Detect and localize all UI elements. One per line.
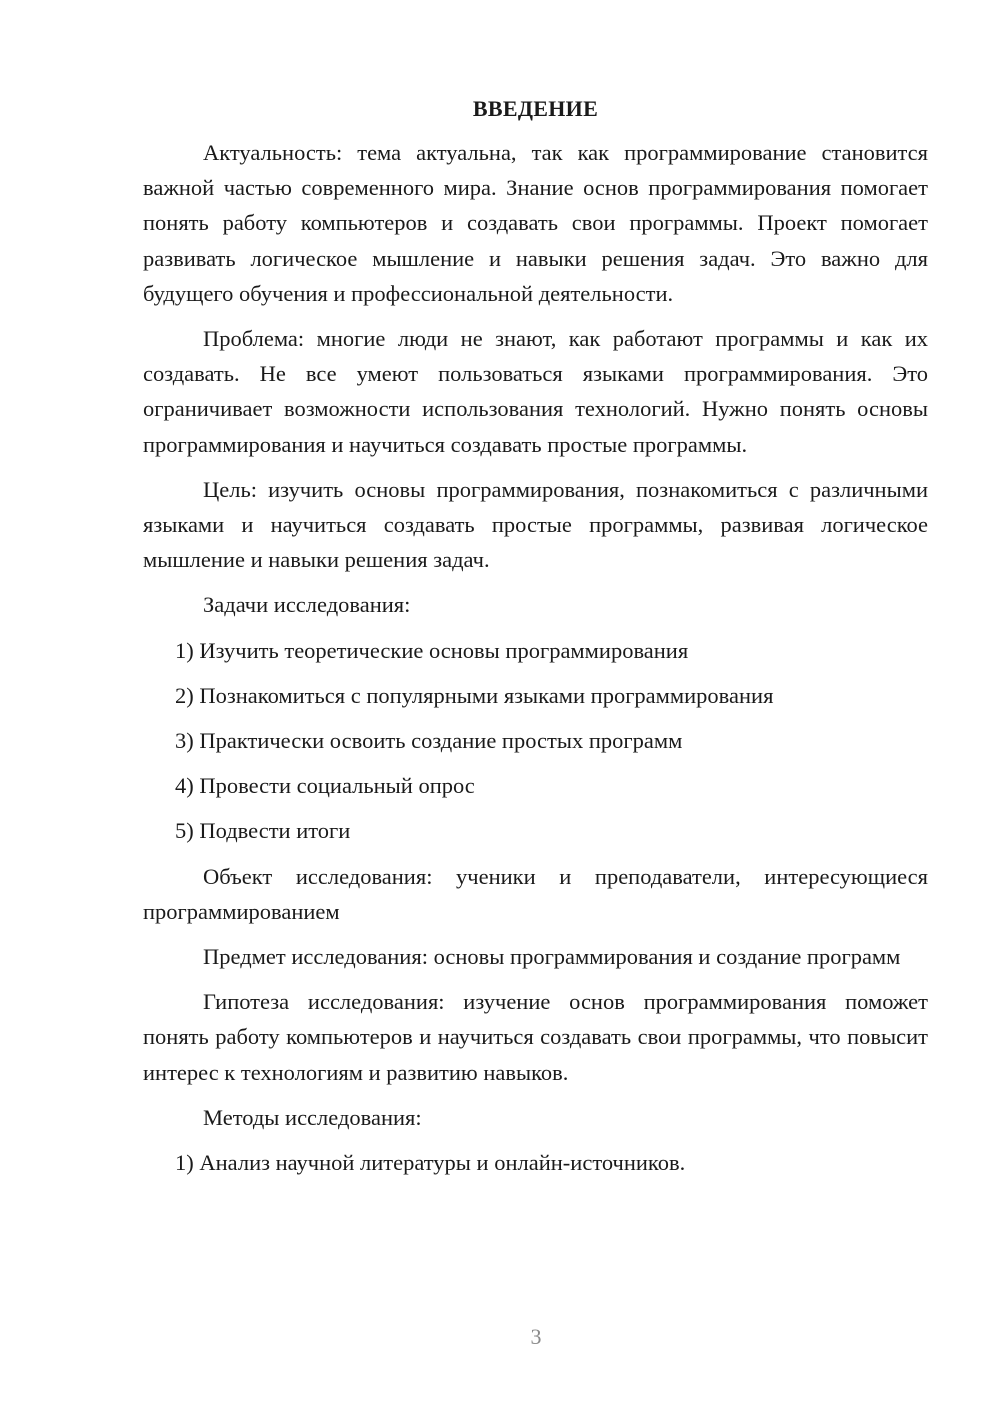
hypothesis-paragraph: Гипотеза исследования: изучение основ программирования поможет понять работу компьютеров и научиться создавать свои программы, что повысит интерес к технологиям и развитию навыков. bbox=[143, 989, 928, 1085]
problem-paragraph: Проблема: многие люди не знают, как работают программы и как их создавать. Не все умеют пользоваться языками программирования. Это ограничивает возможности использования технологий. Нужно понять основы программирования и научиться создавать простые программы. bbox=[143, 326, 928, 457]
tasks-list bbox=[143, 633, 928, 849]
subject-paragraph: Предмет исследования: основы программирования и создание программ bbox=[203, 944, 901, 970]
task-item: 2) Познакомиться с популярными языками программирования bbox=[175, 682, 774, 708]
tasks-label: Задачи исследования: bbox=[203, 592, 411, 618]
section-title: ВВЕДЕНИЕ bbox=[472, 96, 599, 121]
method-item: 1) Анализ научной литературы и онлайн-источников. bbox=[175, 1150, 686, 1176]
relevance-paragraph: Актуальность: тема актуальна, так как программирование становится важной частью современного мира. Знание основ программирования помогает понять работу компьютеров и создавать свои программы. Проект помогает развивать логическое мышление и навыки решения задач. Это важно для будущего обучения и профессиональной деятельности. bbox=[143, 140, 928, 306]
task-item: 4) Провести социальный опрос bbox=[175, 773, 475, 799]
object-paragraph: Объект исследования: ученики и преподаватели, интересующиеся программированием bbox=[143, 863, 928, 924]
task-item: 5) Подвести итоги bbox=[175, 818, 351, 844]
methods-list bbox=[143, 1145, 928, 1180]
methods-label: Методы исследования: bbox=[203, 1104, 422, 1130]
page-number: 3 bbox=[530, 1324, 542, 1349]
task-item: 3) Практически освоить создание простых программ bbox=[175, 728, 683, 754]
task-item: 1) Изучить теоретические основы программирования bbox=[175, 637, 689, 663]
document-page bbox=[143, 90, 928, 1190]
goal-paragraph: Цель: изучить основы программирования, познакомиться с различными языками и научиться создавать простые программы, развивая логическое мышление и навыки решения задач. bbox=[143, 476, 928, 573]
